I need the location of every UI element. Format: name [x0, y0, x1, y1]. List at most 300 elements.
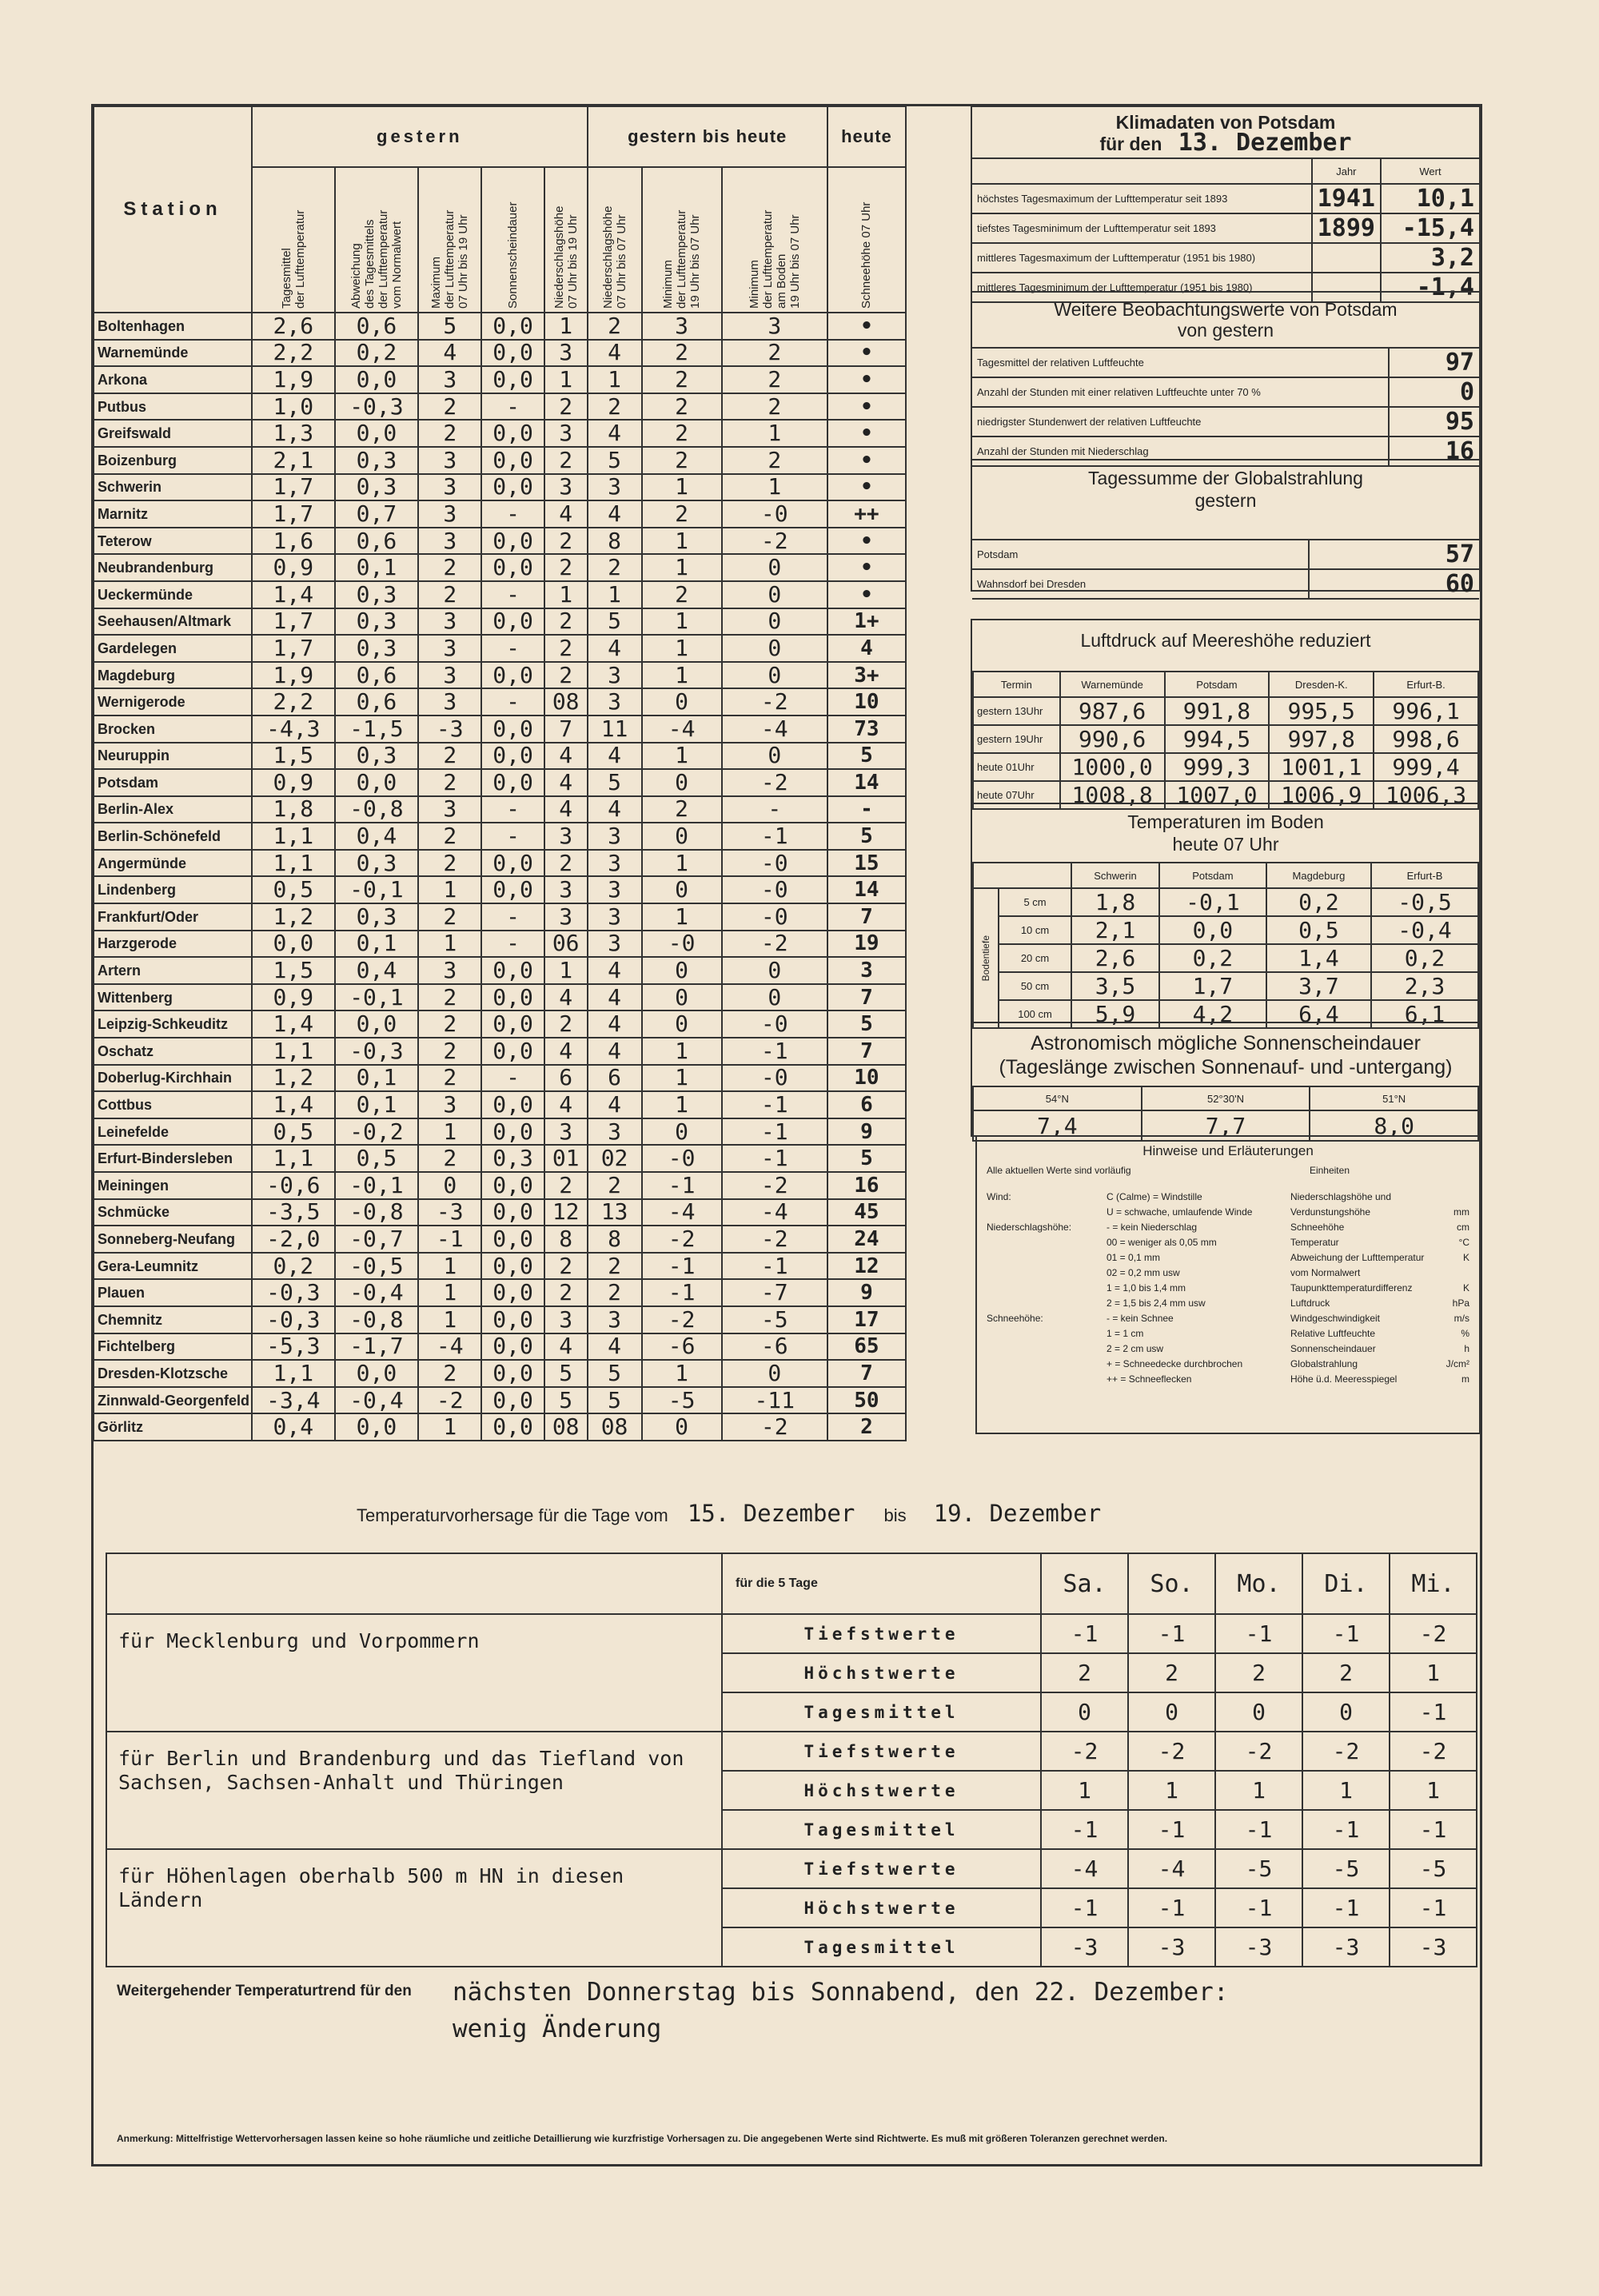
- station-value: -2: [722, 1413, 827, 1441]
- hinweise-line: U = schwache, umlaufende Winde: [1107, 1206, 1253, 1218]
- station-value: 1: [722, 420, 827, 447]
- station-value: 0,2: [252, 1253, 335, 1280]
- station-value: -2: [722, 688, 827, 716]
- weitere-subtitle: von gestern: [1177, 320, 1274, 341]
- klimadaten-label: höchstes Tagesmaximum der Lufttemperatur seit 1893: [972, 184, 1312, 213]
- einheiten-line: Verdunstungshöhe mm: [1290, 1206, 1469, 1218]
- forecast-value: -1: [1390, 1692, 1477, 1732]
- boden-value: 2,3: [1371, 972, 1478, 1000]
- globalstrahlung-title: Tagessumme der Globalstrahlung: [1088, 468, 1363, 488]
- forecast-value: -1: [1128, 1810, 1215, 1849]
- station-value: 3: [418, 528, 481, 555]
- station-value: 2: [544, 1010, 588, 1038]
- boden-header-row: [973, 863, 1478, 888]
- weitere-title: Weitere Beobachtungswerte von Potsdam: [1054, 299, 1398, 320]
- col-header: Niederschlagshöhe 07 Uhr bis 07 Uhr: [588, 167, 642, 313]
- forecast-row-label: Tiefstwerte: [722, 1849, 1041, 1888]
- klimadaten-row: [972, 213, 1479, 243]
- forecast-value: -1: [1041, 1888, 1128, 1927]
- station-value: 2: [418, 850, 481, 877]
- station-name: Arkona: [94, 366, 252, 393]
- station-value: 2: [642, 581, 722, 608]
- station-value: 5: [544, 1360, 588, 1387]
- forecast-row: [106, 1849, 1477, 1888]
- station-value: 02: [588, 1145, 642, 1172]
- forecast-value: 2: [1302, 1653, 1390, 1692]
- einheiten-line: Höhe ü.d. Meeresspiegel m: [1290, 1373, 1469, 1385]
- col-jahr: Jahr: [1312, 158, 1381, 184]
- station-value: 4: [588, 1038, 642, 1065]
- station-name: Ueckermünde: [94, 581, 252, 608]
- luftdruck-header: Termin: [973, 672, 1060, 697]
- station-value: 1,1: [252, 1145, 335, 1172]
- station-value: 2: [544, 662, 588, 689]
- station-value: 24: [827, 1226, 906, 1253]
- station-row: [94, 876, 906, 903]
- station-value: 08: [588, 1413, 642, 1441]
- forecast-intro-line: [357, 1500, 1101, 1527]
- boden-value: 2,6: [1071, 944, 1159, 972]
- station-value: 2: [418, 1065, 481, 1092]
- station-name: Neubrandenburg: [94, 554, 252, 581]
- luftdruck-value: 987,6: [1060, 697, 1165, 725]
- station-value: 7: [827, 1360, 906, 1387]
- col-header: Niederschlagshöhe 07 Uhr bis 19 Uhr: [544, 167, 588, 313]
- station-value: -4: [418, 1333, 481, 1361]
- forecast-value: -1: [1215, 1810, 1302, 1849]
- station-value: -7: [722, 1279, 827, 1306]
- station-value: 3: [418, 662, 481, 689]
- station-value: 0,0: [481, 1118, 544, 1146]
- station-value: 1: [418, 876, 481, 903]
- station-value: 0,9: [252, 554, 335, 581]
- station-value: 2: [642, 366, 722, 393]
- station-value: 1: [588, 581, 642, 608]
- station-value: 0,3: [481, 1145, 544, 1172]
- station-value: 10: [827, 688, 906, 716]
- station-value: -1: [722, 1038, 827, 1065]
- station-value: 1: [722, 474, 827, 501]
- station-value: 3: [588, 474, 642, 501]
- forecast-value: -1: [1302, 1810, 1390, 1849]
- station-value: 01: [544, 1145, 588, 1172]
- station-value: 0,0: [481, 769, 544, 796]
- station-value: -4: [642, 1199, 722, 1226]
- station-value: 0,1: [335, 1091, 419, 1118]
- station-value: 0: [642, 688, 722, 716]
- einheiten-label: Einheiten: [1309, 1165, 1350, 1176]
- station-value: 2: [418, 1360, 481, 1387]
- forecast-from: 15. Dezember: [687, 1500, 855, 1527]
- station-value: -: [481, 931, 544, 958]
- hinweise-line: + = Schneedecke durchbrochen: [1107, 1358, 1243, 1369]
- forecast-value: 1: [1302, 1771, 1390, 1810]
- globalstrahlung-panel: [971, 459, 1481, 598]
- sonnenschein-header: 51°N: [1310, 1086, 1478, 1110]
- station-value: 1,4: [252, 581, 335, 608]
- luftdruck-value: 997,8: [1269, 725, 1374, 753]
- sonnenschein-header: 54°N: [973, 1086, 1142, 1110]
- trend-text: nächsten Donnerstag bis Sonnabend, den 22. Dezember:: [453, 1978, 1229, 2007]
- station-value: 1,7: [252, 635, 335, 662]
- station-value: 2: [588, 1253, 642, 1280]
- klimadaten-date: 13. Dezember: [1178, 129, 1352, 157]
- station-value: 0: [722, 608, 827, 636]
- station-value: 2: [544, 635, 588, 662]
- weitere-value: 97: [1389, 348, 1479, 377]
- station-name: Cottbus: [94, 1091, 252, 1118]
- forecast-value: 1: [1390, 1771, 1477, 1810]
- station-value: 0: [642, 1413, 722, 1441]
- boden-row: [973, 944, 1478, 972]
- station-value: -2: [722, 1226, 827, 1253]
- station-value: 1+: [827, 608, 906, 636]
- station-value: 9: [827, 1118, 906, 1146]
- boden-depth: 10 cm: [999, 916, 1071, 944]
- col-wert: Wert: [1381, 158, 1479, 184]
- forecast-value: 1: [1390, 1653, 1477, 1692]
- station-value: 1: [642, 1065, 722, 1092]
- station-value: 1: [418, 1413, 481, 1441]
- station-name: Artern: [94, 957, 252, 984]
- station-value: 0,0: [481, 1038, 544, 1065]
- station-value: -0: [642, 1145, 722, 1172]
- forecast-value: -5: [1390, 1849, 1477, 1888]
- station-name: Wernigerode: [94, 688, 252, 716]
- station-value: 4: [544, 1091, 588, 1118]
- station-value: -0,8: [335, 1306, 419, 1333]
- station-value: 0,0: [481, 474, 544, 501]
- sonnenschein-table: [972, 1086, 1479, 1142]
- station-value: -0,4: [335, 1279, 419, 1306]
- station-row: [94, 716, 906, 743]
- station-value: -0,3: [252, 1306, 335, 1333]
- forecast-value: -1: [1041, 1614, 1128, 1653]
- station-value: 2: [722, 366, 827, 393]
- station-value: 4: [588, 340, 642, 367]
- station-row: [94, 1333, 906, 1361]
- sonnenschein-header-row: [973, 1086, 1478, 1110]
- boden-header: Magdeburg: [1266, 863, 1371, 888]
- station-row: [94, 903, 906, 931]
- luftdruck-termin: heute 01Uhr: [973, 753, 1060, 781]
- station-value: 7: [827, 903, 906, 931]
- station-value: -4: [722, 716, 827, 743]
- station-value: 5: [588, 608, 642, 636]
- station-name: Teterow: [94, 528, 252, 555]
- station-value: 4: [588, 743, 642, 770]
- station-value: -0: [722, 876, 827, 903]
- station-value: 65: [827, 1333, 906, 1361]
- station-value: 0,0: [481, 447, 544, 474]
- forecast-value: 0: [1302, 1692, 1390, 1732]
- col-header: Sonnenscheindauer: [481, 167, 544, 313]
- station-value: 0: [642, 876, 722, 903]
- group-header-gestern-bis-heute: gestern bis heute: [588, 106, 827, 167]
- station-value: 0: [642, 957, 722, 984]
- station-value: 8: [544, 1226, 588, 1253]
- station-name: Schwerin: [94, 474, 252, 501]
- station-value: 4: [588, 1091, 642, 1118]
- station-value: 1,1: [252, 850, 335, 877]
- station-value: -: [481, 1065, 544, 1092]
- klimadaten-year: [1312, 243, 1381, 273]
- station-value: -0,1: [335, 984, 419, 1011]
- boden-value: 0,2: [1266, 888, 1371, 916]
- hinweise-line: Schneehöhe: - = kein Schnee: [987, 1313, 1174, 1324]
- station-value: 0,0: [481, 1413, 544, 1441]
- luftdruck-termin: heute 07Uhr: [973, 781, 1060, 809]
- globalstrahlung-subtitle: gestern: [1194, 490, 1257, 511]
- boden-header: Erfurt-B: [1371, 863, 1478, 888]
- station-value: 1: [642, 635, 722, 662]
- station-value: 3: [544, 1306, 588, 1333]
- station-value: 0,0: [481, 743, 544, 770]
- station-value: -6: [722, 1333, 827, 1361]
- station-value: -0,2: [335, 1118, 419, 1146]
- station-value: 4: [544, 769, 588, 796]
- station-value: 3: [588, 903, 642, 931]
- station-value: 0,5: [335, 1145, 419, 1172]
- station-value: 3: [544, 1118, 588, 1146]
- station-value: 3: [418, 474, 481, 501]
- station-value: 1: [642, 528, 722, 555]
- station-value: -: [481, 500, 544, 528]
- luftdruck-header: Erfurt-B.: [1374, 672, 1478, 697]
- boden-depth: 5 cm: [999, 888, 1071, 916]
- station-value: 50: [827, 1387, 906, 1414]
- forecast-value: 1: [1128, 1771, 1215, 1810]
- boden-value: 3,7: [1266, 972, 1371, 1000]
- boden-value: 0,5: [1266, 916, 1371, 944]
- einheiten-line: Temperatur °C: [1290, 1237, 1469, 1248]
- globalstrahlung-value: 57: [1309, 540, 1479, 569]
- station-value: 16: [827, 1172, 906, 1199]
- station-value: 0: [642, 984, 722, 1011]
- station-value: 1,8: [252, 796, 335, 823]
- station-value: -1: [722, 1091, 827, 1118]
- klimadaten-row: [972, 184, 1479, 213]
- station-value: 0,0: [335, 769, 419, 796]
- forecast-region: für Berlin und Brandenburg und das Tiefland von Sachsen, Sachsen-Anhalt und Thüringen: [106, 1732, 722, 1849]
- station-value: 2: [418, 1010, 481, 1038]
- station-value: 1,2: [252, 1065, 335, 1092]
- station-value: 2: [827, 1413, 906, 1441]
- station-value: 0,6: [335, 528, 419, 555]
- station-value: 73: [827, 716, 906, 743]
- station-value: 4: [827, 635, 906, 662]
- station-value: -0: [722, 500, 827, 528]
- station-name: Gera-Leumnitz: [94, 1253, 252, 1280]
- station-value: 4: [544, 796, 588, 823]
- station-value: 0,6: [335, 662, 419, 689]
- boden-panel: [971, 803, 1481, 1027]
- luftdruck-row: [973, 753, 1478, 781]
- station-value: 0,0: [481, 1226, 544, 1253]
- station-name: Warnemünde: [94, 340, 252, 367]
- forecast-value: 0: [1041, 1692, 1128, 1732]
- station-value: •: [827, 554, 906, 581]
- forecast-row: [106, 1614, 1477, 1653]
- hinweise-line: 00 = weniger als 0,05 mm: [1107, 1237, 1217, 1248]
- trend-label: Weitergehender Temperaturtrend für den: [117, 1983, 412, 1999]
- station-value: 0,0: [481, 1199, 544, 1226]
- weitere-value: 95: [1389, 407, 1479, 436]
- station-value: 0: [722, 1360, 827, 1387]
- station-value: 0: [722, 581, 827, 608]
- luftdruck-header-row: [973, 672, 1478, 697]
- station-value: 0,0: [481, 340, 544, 367]
- station-value: 5: [827, 1145, 906, 1172]
- station-value: 12: [544, 1199, 588, 1226]
- station-name: Potsdam: [94, 769, 252, 796]
- station-value: 0,0: [481, 554, 544, 581]
- station-row: [94, 393, 906, 421]
- luftdruck-header: Potsdam: [1165, 672, 1270, 697]
- station-name: Boizenburg: [94, 447, 252, 474]
- sonnenschein-subtitle: (Tageslänge zwischen Sonnenauf- und -untergang): [999, 1056, 1453, 1078]
- hinweise-line: ++ = Schneeflecken: [1107, 1373, 1192, 1385]
- luftdruck-row: [973, 725, 1478, 753]
- station-value: ++: [827, 500, 906, 528]
- station-value: -: [481, 393, 544, 421]
- station-value: 0,9: [252, 769, 335, 796]
- station-name: Brocken: [94, 716, 252, 743]
- weitere-label: Anzahl der Stunden mit einer relativen Luftfeuchte unter 70 %: [972, 377, 1389, 407]
- station-value: 1,7: [252, 500, 335, 528]
- luftdruck-value: 994,5: [1165, 725, 1270, 753]
- station-value: 1: [642, 608, 722, 636]
- station-value: 4: [544, 500, 588, 528]
- forecast-day: Di.: [1302, 1553, 1390, 1614]
- station-value: 1: [642, 903, 722, 931]
- station-value: •: [827, 581, 906, 608]
- station-row: [94, 1360, 906, 1387]
- forecast-to: 19. Dezember: [933, 1500, 1102, 1527]
- station-value: 3: [418, 608, 481, 636]
- boden-side-label: Bodentiefe: [973, 888, 999, 1028]
- hinweise-line: 1 = 1 cm: [1107, 1328, 1144, 1339]
- station-row: [94, 850, 906, 877]
- hinweise-line: 2 = 1,5 bis 2,4 mm usw: [1107, 1297, 1206, 1309]
- einheiten-line: Schneehöhe cm: [1290, 1222, 1469, 1233]
- station-value: 45: [827, 1199, 906, 1226]
- globalstrahlung-label: Wahnsdorf bei Dresden: [972, 569, 1309, 599]
- station-value: -0,4: [335, 1387, 419, 1414]
- station-value: 0,0: [481, 850, 544, 877]
- station-value: 3+: [827, 662, 906, 689]
- forecast-value: -3: [1128, 1927, 1215, 1967]
- weitere-label: Anzahl der Stunden mit Niederschlag: [972, 436, 1389, 466]
- station-value: 3: [544, 903, 588, 931]
- station-value: 2: [544, 850, 588, 877]
- station-row: [94, 1010, 906, 1038]
- station-value: 5: [418, 313, 481, 340]
- station-value: 1,7: [252, 608, 335, 636]
- station-name: Zinnwald-Georgenfeld: [94, 1387, 252, 1414]
- luftdruck-value: 1000,0: [1060, 753, 1165, 781]
- sonnenschein-value: 8,0: [1310, 1110, 1478, 1141]
- station-value: 0,0: [481, 662, 544, 689]
- station-value: 2: [418, 984, 481, 1011]
- station-value: 3: [544, 474, 588, 501]
- forecast-value: -3: [1041, 1927, 1128, 1967]
- boden-depth: 100 cm: [999, 1000, 1071, 1028]
- luftdruck-value: 998,6: [1374, 725, 1478, 753]
- station-value: 3: [588, 850, 642, 877]
- station-row: [94, 1226, 906, 1253]
- forecast-bis: bis: [883, 1505, 907, 1525]
- forecast-value: 2: [1041, 1653, 1128, 1692]
- klimadaten-value: 10,1: [1381, 184, 1479, 213]
- klimadaten-value: -15,4: [1381, 213, 1479, 243]
- forecast-value: -1: [1215, 1614, 1302, 1653]
- boden-value: -0,5: [1371, 888, 1478, 916]
- station-value: 3: [418, 688, 481, 716]
- globalstrahlung-value: 60: [1309, 569, 1479, 599]
- station-value: 2,1: [252, 447, 335, 474]
- station-value: 1: [642, 662, 722, 689]
- weitere-value: 0: [1389, 377, 1479, 407]
- station-value: 0,3: [335, 743, 419, 770]
- station-value: •: [827, 313, 906, 340]
- station-value: 4: [588, 1010, 642, 1038]
- globalstrahlung-row: [972, 569, 1479, 599]
- station-value: 0,5: [252, 1118, 335, 1146]
- luftdruck-value: 991,8: [1165, 697, 1270, 725]
- station-value: 1: [642, 850, 722, 877]
- station-value: 1: [418, 1306, 481, 1333]
- forecast-value: -1: [1390, 1810, 1477, 1849]
- station-value: -0: [722, 850, 827, 877]
- station-value: 0,0: [252, 931, 335, 958]
- luftdruck-value: 1006,3: [1374, 781, 1478, 809]
- forecast-row-label: Tiefstwerte: [722, 1732, 1041, 1771]
- forecast-row-label: Höchstwerte: [722, 1771, 1041, 1810]
- station-value: 14: [827, 769, 906, 796]
- forecast-value: -1: [1128, 1614, 1215, 1653]
- station-value: 3: [418, 447, 481, 474]
- station-name: Oschatz: [94, 1038, 252, 1065]
- station-row: [94, 447, 906, 474]
- station-value: 0: [642, 1118, 722, 1146]
- station-value: 1: [642, 1360, 722, 1387]
- station-value: 0: [722, 957, 827, 984]
- weitere-value: 16: [1389, 436, 1479, 466]
- station-value: 0,0: [481, 1306, 544, 1333]
- station-value: 3: [418, 1091, 481, 1118]
- station-value: 1,5: [252, 743, 335, 770]
- station-value: 0,4: [252, 1413, 335, 1441]
- luftdruck-header: Dresden-K.: [1269, 672, 1374, 697]
- luftdruck-row: [973, 697, 1478, 725]
- klimadaten-value: 3,2: [1381, 243, 1479, 273]
- station-value: -2: [722, 769, 827, 796]
- station-value: 2: [418, 1038, 481, 1065]
- station-value: -0,7: [335, 1226, 419, 1253]
- station-value: 3: [544, 340, 588, 367]
- forecast-row-label: Höchstwerte: [722, 1653, 1041, 1692]
- forecast-value: -1: [1390, 1888, 1477, 1927]
- station-value: 4: [588, 420, 642, 447]
- station-value: 11: [588, 716, 642, 743]
- hinweise-line: 01 = 0,1 mm: [1107, 1252, 1161, 1263]
- station-value: 4: [544, 743, 588, 770]
- col-header: Schneehöhe 07 Uhr: [827, 167, 906, 313]
- boden-row: [973, 916, 1478, 944]
- forecast-header-row: [106, 1553, 1477, 1614]
- boden-row: [973, 972, 1478, 1000]
